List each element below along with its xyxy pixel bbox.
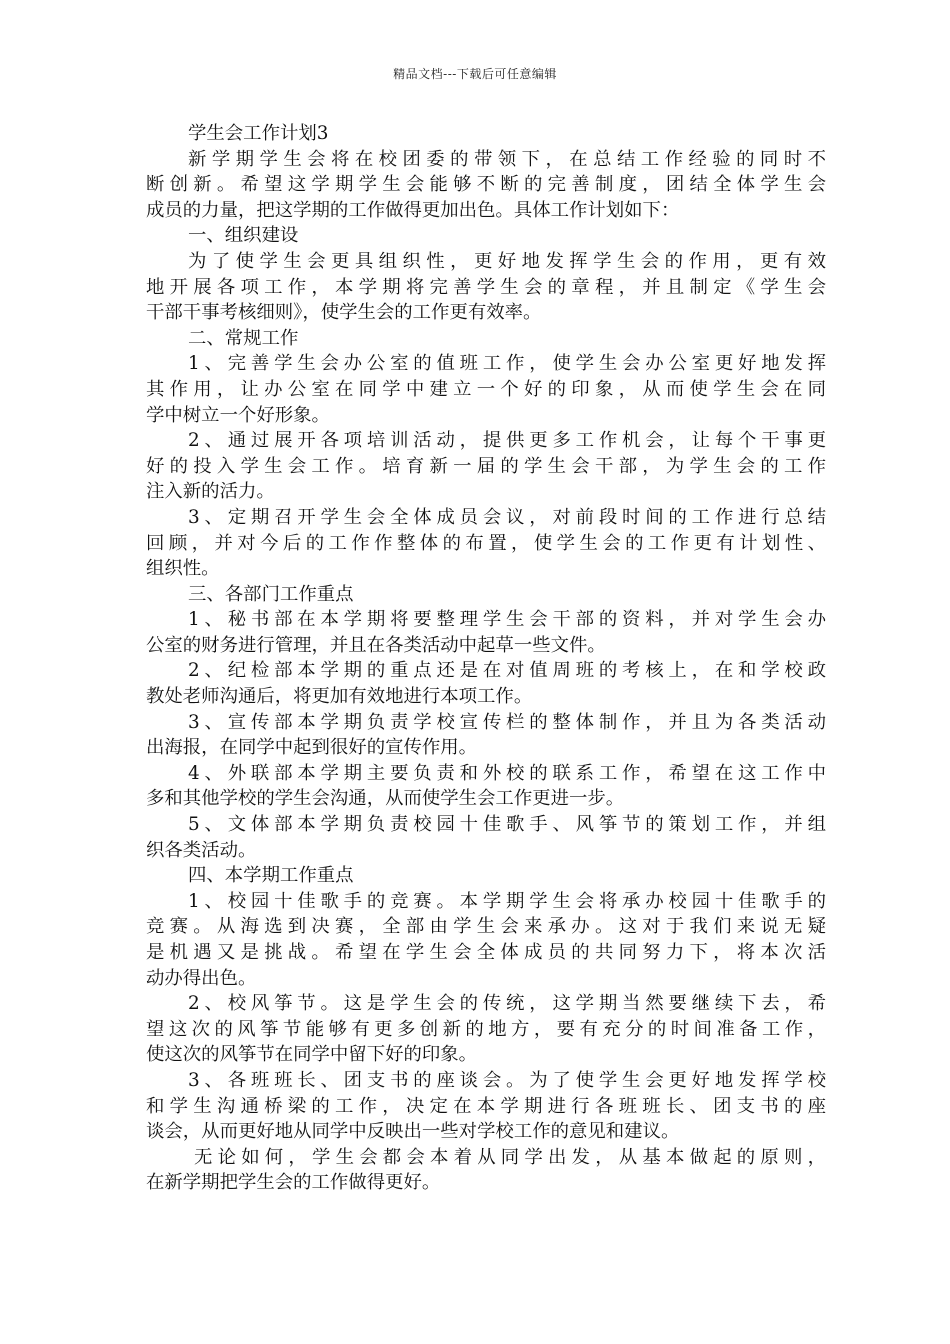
paragraph — [146, 710, 826, 761]
document-body — [146, 121, 826, 1196]
text-line: 5、文体部本学期负责校园十佳歌手、风筝节的策划工作，并组 — [188, 814, 826, 836]
text-line: 好的投入学生会工作。培育新一届的学生会干部，为学生会的工作 — [146, 455, 826, 477]
text-line: 为了使学生会更具组织性，更好地发挥学生会的作用，更有效 — [188, 250, 826, 272]
text-line: 新学期学生会将在校团委的带领下，在总结工作经验的同时不 — [188, 148, 826, 170]
text-line: 多和其他学校的学生会沟通，从而使学生会工作更进一步。 — [146, 788, 625, 810]
paragraph — [146, 863, 826, 889]
text-line: 出海报，在同学中起到很好的宣传作用。 — [146, 737, 478, 759]
text-line: 动办得出色。 — [146, 967, 257, 989]
text-line: 四、本学期工作重点 — [188, 865, 354, 887]
paragraph — [146, 1068, 826, 1145]
text-line: 二、常规工作 — [188, 327, 299, 349]
text-line: 4、外联部本学期主要负责和外校的联系工作，希望在这工作中 — [188, 762, 826, 784]
paragraph — [146, 1145, 826, 1196]
document-content — [146, 147, 826, 1196]
text-line: 1、完善学生会办公室的值班工作，使学生会办公室更好地发挥 — [188, 353, 826, 375]
text-line: 组织性。 — [146, 558, 220, 580]
text-line: 地开展各项工作，本学期将完善学生会的章程，并且制定《学生会 — [146, 276, 826, 298]
text-line: 学中树立一个好形象。 — [146, 404, 330, 426]
text-line: 3、各班班长、团支书的座谈会。为了使学生会更好地发挥学校 — [188, 1069, 826, 1091]
text-line: 干部干事考核细则》，使学生会的工作更有效率。 — [146, 302, 542, 324]
paragraph — [146, 351, 826, 428]
page-header: 精品文档---下载后可任意编辑 — [393, 67, 557, 81]
text-line: 2、校风筝节。这是学生会的传统，这学期当然要继续下去，希 — [188, 993, 826, 1015]
paragraph — [146, 147, 826, 224]
text-line: 公室的财务进行管理，并且在各类活动中起草一些文件。 — [146, 634, 606, 656]
text-line: 回顾，并对今后的工作作整体的布置，使学生会的工作更有计划性、 — [146, 532, 826, 554]
paragraph — [146, 812, 826, 863]
text-line: 谈会，从而更好地从同学中反映出一些对学校工作的意见和建议。 — [146, 1121, 680, 1143]
text-line: 使这次的风筝节在同学中留下好的印象。 — [146, 1044, 478, 1066]
text-line: 竞赛。从海选到决赛，全部由学生会来承办。这对于我们来说无疑 — [146, 916, 826, 938]
text-line: 一、组织建设 — [188, 225, 299, 247]
text-line: 2、通过展开各项培训活动，提供更多工作机会，让每个干事更 — [188, 430, 826, 452]
paragraph — [146, 326, 826, 352]
paragraph — [146, 505, 826, 582]
text-line: 望这次的风筝节能够有更多创新的地方，要有充分的时间准备工作， — [146, 1018, 826, 1040]
text-line: 教处老师沟通后，将更加有效地进行本项工作。 — [146, 686, 533, 708]
text-line: 其作用，让办公室在同学中建立一个好的印象，从而使学生会在同 — [146, 378, 826, 400]
paragraph — [146, 889, 826, 991]
text-line: 注入新的活力。 — [146, 481, 275, 503]
paragraph — [146, 607, 826, 658]
text-line: 1、秘书部在本学期将要整理学生会干部的资料，并对学生会办 — [188, 609, 826, 631]
text-line: 3、定期召开学生会全体成员会议，对前段时间的工作进行总结 — [188, 506, 826, 528]
text-line: 织各类活动。 — [146, 839, 257, 861]
text-line: 三、各部门工作重点 — [188, 583, 354, 605]
text-line: 2、纪检部本学期的重点还是在对值周班的考核上，在和学校政 — [188, 660, 826, 682]
paragraph — [146, 428, 826, 505]
paragraph — [146, 249, 826, 326]
paragraph — [146, 761, 826, 812]
paragraph — [146, 658, 826, 709]
document-title: 学生会工作计划3 — [188, 123, 329, 144]
text-line: 和学生沟通桥梁的工作，决定在本学期进行各班班长、团支书的座 — [146, 1095, 826, 1117]
paragraph — [146, 223, 826, 249]
text-line: 断创新。希望这学期学生会能够不断的完善制度，团结全体学生会 — [146, 174, 826, 196]
paragraph — [146, 582, 826, 608]
text-line: 在新学期把学生会的工作做得更好。 — [146, 1172, 441, 1194]
text-line: 是机遇又是挑战。希望在学生会全体成员的共同努力下，将本次活 — [146, 942, 826, 963]
paragraph — [146, 991, 826, 1068]
text-line: 成员的力量，把这学期的工作做得更加出色。具体工作计划如下： — [146, 199, 680, 221]
text-line: 1、校园十佳歌手的竞赛。本学期学生会将承办校园十佳歌手的 — [188, 890, 826, 912]
text-line: 3、宣传部本学期负责学校宣传栏的整体制作，并且为各类活动 — [188, 711, 826, 733]
text-line: 无论如何，学生会都会本着从同学出发，从基本做起的原则， — [194, 1146, 826, 1168]
